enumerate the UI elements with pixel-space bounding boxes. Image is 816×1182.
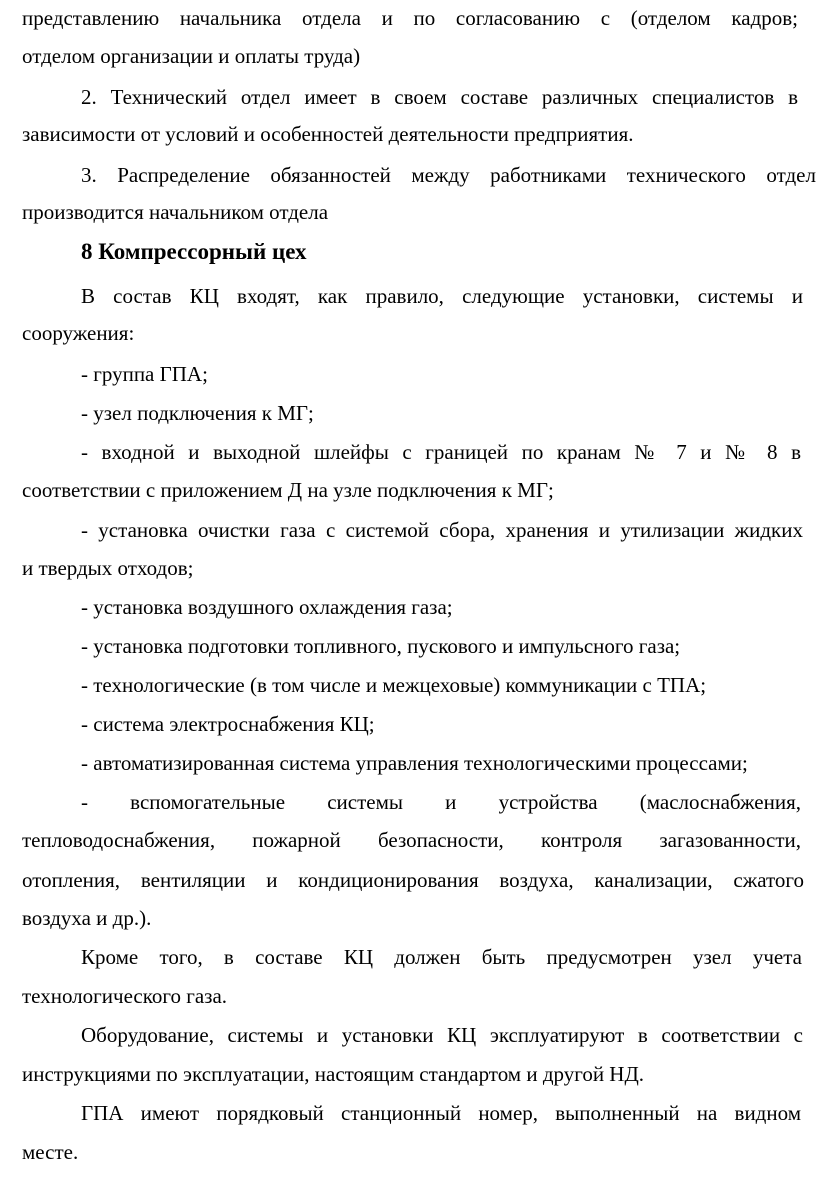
paragraph-line: ГПА имеют порядковый станционный номер, выполненный на видном [81,1101,801,1125]
paragraph-line: Оборудование, системы и установки КЦ эксплуатируют в соответствии с [81,1023,803,1047]
list-item: - автоматизированная система управления технологическими процессами; [81,751,748,775]
list-item: - входной и выходной шлейфы с границей по кранам № 7 и № 8 в [81,440,801,464]
paragraph-line: представлению начальника отдела и по согласованию с (отделом кадров; [22,6,798,30]
paragraph-line: зависимости от условий и особенностей деятельности предприятия. [22,122,634,146]
paragraph-line: 2. Технический отдел имеет в своем составе различных специалистов в [81,85,798,109]
paragraph-line: производится начальником отдела [22,200,329,224]
list-item: - установка очистки газа с системой сбора, хранения и утилизации жидких [81,518,803,542]
paragraph-line: отделом организации и оплаты труда) [22,44,361,68]
list-item: - технологические (в том числе и межцеховые) коммуникации с ТПА; [81,673,707,697]
paragraph-line: инструкциями по эксплуатации, настоящим стандартом и другой НД. [22,1062,645,1086]
section-heading: 8 Компрессорный цех [81,239,307,264]
paragraph-line: 3. Распределение обязанностей между работниками технического отдел [81,163,816,187]
paragraph-line: месте. [22,1140,79,1164]
list-item: - установка подготовки топливного, пускового и импульсного газа; [81,634,681,658]
list-item: - установка воздушного охлаждения газа; [81,595,453,619]
paragraph-line: В состав КЦ входят, как правило, следующие установки, системы и [81,284,803,308]
list-item: - система электроснабжения КЦ; [81,712,375,736]
list-item-continuation: тепловодоснабжения, пожарной безопасности, контроля загазованности, [22,828,801,852]
list-item: - группа ГПА; [81,362,208,386]
paragraph-line: Кроме того, в составе КЦ должен быть предусмотрен узел учета [81,945,802,969]
list-item-continuation: отопления, вентиляции и кондиционирования воздуха, канализации, сжатого [22,868,804,892]
list-item: - вспомогательные системы и устройства (маслоснабжения, [81,790,801,814]
list-item-continuation: воздуха и др.). [22,906,152,930]
paragraph-line: сооружения: [22,321,135,345]
list-item: - узел подключения к МГ; [81,401,314,425]
list-item-continuation: соответствии с приложением Д на узле подключения к МГ; [22,478,554,502]
list-item-continuation: и твердых отходов; [22,556,194,580]
paragraph-line: технологического газа. [22,984,228,1008]
